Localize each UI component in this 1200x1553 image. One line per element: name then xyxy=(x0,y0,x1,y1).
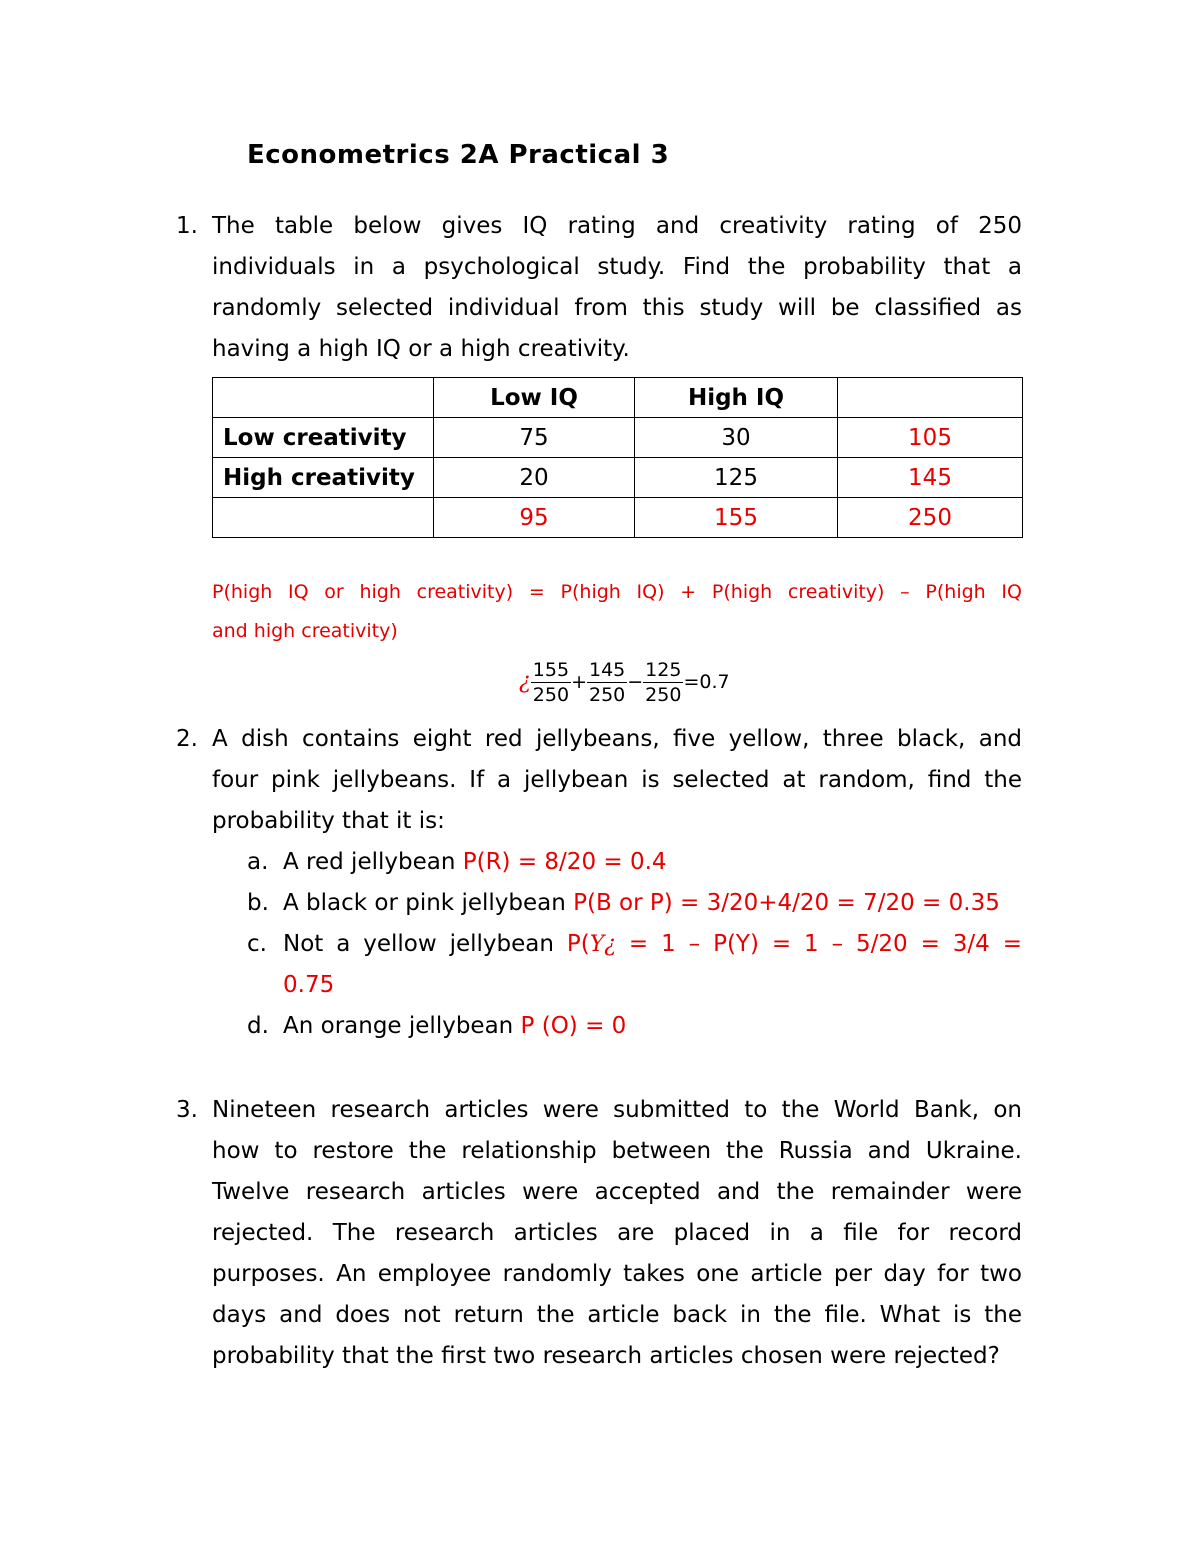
item-a xyxy=(283,849,667,875)
item-d xyxy=(283,1013,626,1039)
item-d-text: An orange jellybean xyxy=(283,1013,521,1039)
row-header-low-creativity: Low creativity xyxy=(213,418,434,458)
question-3-line-6: days and does not return the article back in the file. What is the xyxy=(212,1302,1022,1328)
item-c-answer-symbol: Y¿ xyxy=(589,932,617,957)
item-a-letter: a. xyxy=(247,849,269,875)
row-total-cell: 105 xyxy=(838,418,1023,458)
question-1-answer-line-1: P(high IQ or high creativity) = P(high IQ) + P(high creativity) – P(high IQ xyxy=(212,581,1022,603)
table-header-row xyxy=(213,378,1023,418)
probability-formula xyxy=(519,658,730,707)
question-1-line-4: having a high IQ or a high creativity. xyxy=(212,336,630,362)
question-3-line-3: Twelve research articles were accepted and the remainder were xyxy=(212,1179,1022,1205)
formula-lead-symbol: ¿ xyxy=(519,669,531,694)
column-header-low-iq: Low IQ xyxy=(434,378,635,418)
fraction-2 xyxy=(587,658,627,707)
fraction-3-denominator: 250 xyxy=(645,684,682,706)
fraction-1-numerator: 155 xyxy=(532,659,570,681)
table-cell: 30 xyxy=(635,418,838,458)
column-total-cell: 155 xyxy=(635,498,838,538)
table-corner-cell xyxy=(213,378,434,418)
fraction-1-denominator: 250 xyxy=(532,684,570,706)
question-3-number: 3. xyxy=(176,1097,198,1123)
column-header-total xyxy=(838,378,1023,418)
table-cell: 125 xyxy=(635,458,838,498)
question-1-number: 1. xyxy=(176,213,198,239)
iq-creativity-table xyxy=(212,377,1023,538)
item-a-answer: P(R) = 8/20 = 0.4 xyxy=(462,849,667,875)
item-d-letter: d. xyxy=(247,1013,269,1039)
fraction-1 xyxy=(531,658,571,707)
page-title: Econometrics 2A Practical 3 xyxy=(247,140,670,170)
table-row xyxy=(213,498,1023,538)
fraction-2-denominator: 250 xyxy=(588,684,626,706)
question-3-line-4: rejected. The research articles are placed in a file for record xyxy=(212,1220,1022,1246)
table-row xyxy=(213,418,1023,458)
question-2-number: 2. xyxy=(176,726,198,752)
question-2-line-2: four pink jellybeans. If a jellybean is selected at random, find the xyxy=(212,767,1022,793)
item-b-answer: P(B or P) = 3/20+4/20 = 7/20 = 0.35 xyxy=(573,890,1000,916)
question-3-line-5: purposes. An employee randomly takes one article per day for two xyxy=(212,1261,1022,1287)
row-header-high-creativity: High creativity xyxy=(213,458,434,498)
item-b-text: A black or pink jellybean xyxy=(283,890,574,916)
item-c-letter: c. xyxy=(247,931,267,957)
question-3-line-1: Nineteen research articles were submitted to the World Bank, on xyxy=(212,1097,1022,1123)
item-c xyxy=(283,931,1022,957)
item-c-text: Not a yellow jellybean xyxy=(283,931,567,957)
item-b-letter: b. xyxy=(247,890,269,916)
fraction-2-numerator: 145 xyxy=(588,659,626,681)
question-1-line-1: The table below gives IQ rating and creativity rating of 250 xyxy=(212,213,1022,239)
row-header-total xyxy=(213,498,434,538)
item-d-answer: P (O) = 0 xyxy=(520,1013,627,1039)
formula-result: =0.7 xyxy=(683,671,730,693)
question-3-line-2: how to restore the relationship between the Russia and Ukraine. xyxy=(212,1138,1022,1164)
table-cell: 20 xyxy=(434,458,635,498)
question-1-line-3: randomly selected individual from this study will be classified as xyxy=(212,295,1022,321)
column-total-cell: 95 xyxy=(434,498,635,538)
table-cell: 75 xyxy=(434,418,635,458)
table-row xyxy=(213,458,1023,498)
fraction-3-numerator: 125 xyxy=(645,659,682,681)
item-c-answer-post: = 1 – P(Y) = 1 – 5/20 = 3/4 = xyxy=(616,931,1022,957)
question-2-line-3: probability that it is: xyxy=(212,808,445,834)
question-2-line-1: A dish contains eight red jellybeans, five yellow, three black, and xyxy=(212,726,1022,752)
formula-operator-minus: − xyxy=(627,671,644,693)
question-3-line-7: probability that the first two research articles chosen were rejected? xyxy=(212,1343,1000,1369)
item-c-answer-line-2: 0.75 xyxy=(283,972,335,998)
fraction-3 xyxy=(643,658,683,707)
item-c-answer-pre: P( xyxy=(566,931,590,957)
grand-total-cell: 250 xyxy=(838,498,1023,538)
row-total-cell: 145 xyxy=(838,458,1023,498)
item-a-text: A red jellybean xyxy=(283,849,463,875)
item-b xyxy=(283,890,1000,916)
formula-operator-plus: + xyxy=(571,671,587,693)
question-1-line-2: individuals in a psychological study. Find the probability that a xyxy=(212,254,1022,280)
question-1-answer-line-2: and high creativity) xyxy=(212,620,398,642)
column-header-high-iq: High IQ xyxy=(635,378,838,418)
